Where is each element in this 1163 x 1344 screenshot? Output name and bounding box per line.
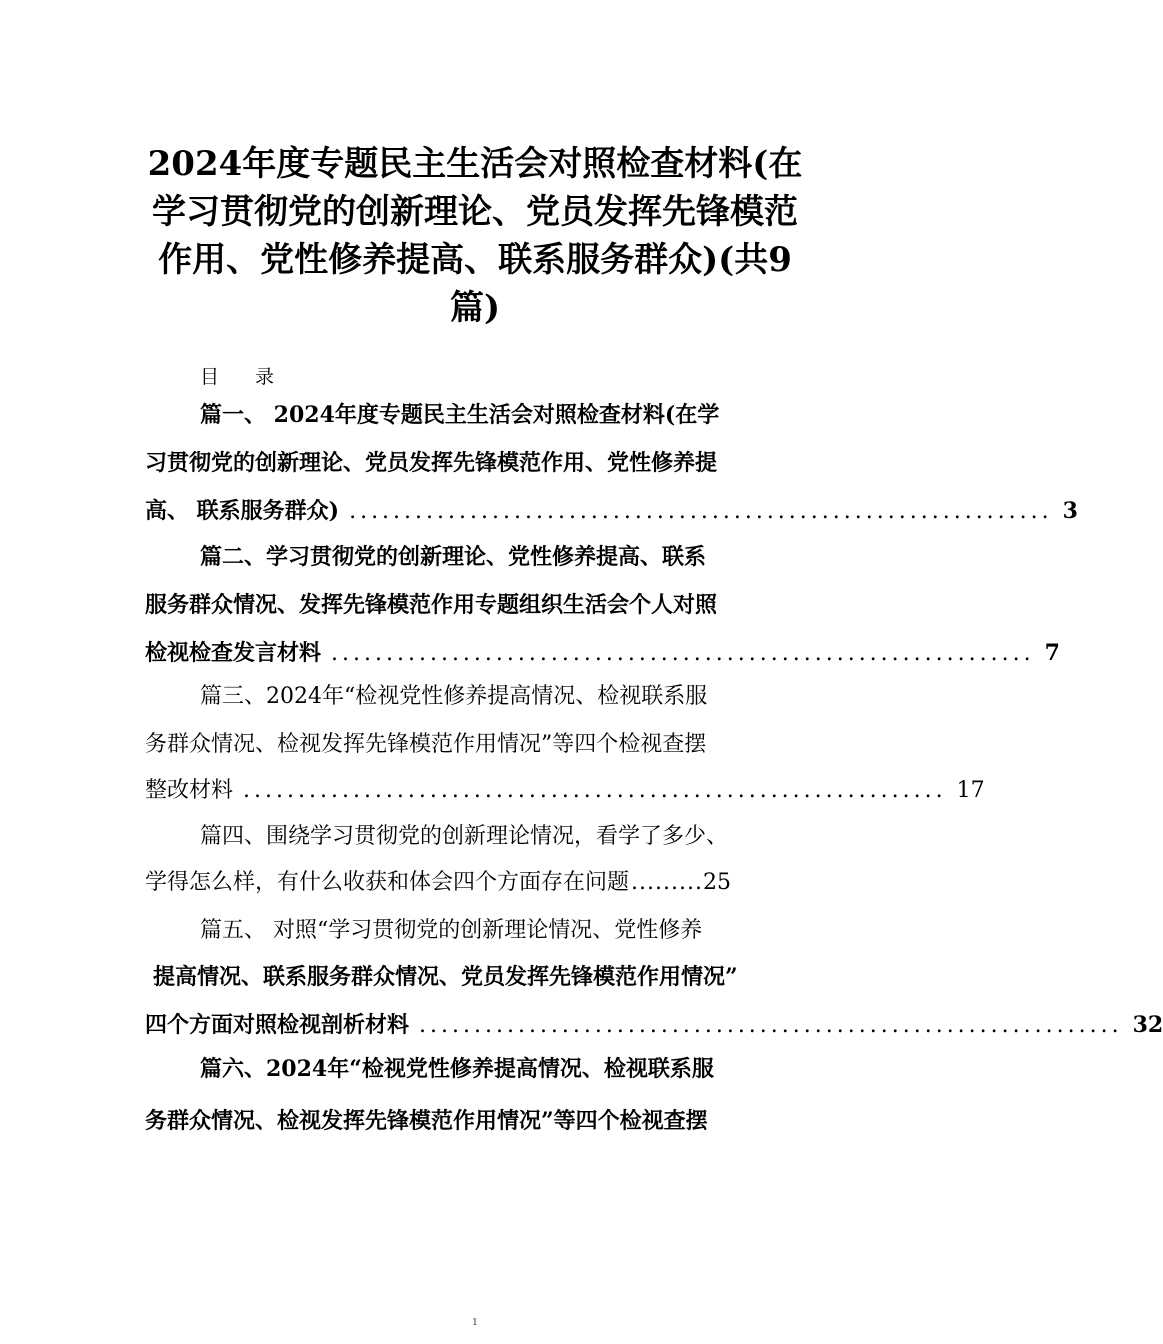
toc-entry-5-page: 32: [1132, 1012, 1163, 1038]
toc-entry-1-line-2: 习贯彻党的创新理论、党员发挥先锋模范作用、党性修养提: [145, 450, 718, 476]
toc-entry-1-line-1: 篇一、 2024年度专题民主生活会对照检查材料(在学: [200, 402, 720, 428]
toc-entry-4-page: 25: [702, 870, 731, 895]
toc-entry-4-text: 学得怎么样，有什么收获和体会四个方面存在问题: [145, 870, 630, 895]
toc-heading-char: 目: [200, 366, 220, 388]
toc-entry-1-page: 3: [1062, 498, 1078, 524]
toc-entry-5-line-2: 提高情况、联系服务群众情况、党员发挥先锋模范作用情况”: [153, 964, 738, 990]
title-line: 学习贯彻党的创新理论、党员发挥先锋模范: [152, 192, 798, 232]
title-line: 2024年度专题民主生活会对照检查材料(在: [147, 144, 803, 184]
toc-entry-2-line-1: 篇二、学习贯彻党的创新理论、党性修养提高、联系: [200, 544, 707, 570]
toc-entry-5-last-line[interactable]: [145, 1010, 1163, 1040]
toc-entry-4-last-line[interactable]: [145, 868, 805, 898]
toc-entry-5-line-1: 篇五、 对照“学习贯彻党的创新理论情况、党性修养: [200, 918, 703, 943]
toc-entry-2-last-line[interactable]: [145, 638, 1060, 668]
toc-heading-char: 录: [255, 366, 275, 388]
dot-leader: ................................................................: [331, 641, 1035, 666]
toc-entry-2-text: 检视检查发言材料: [145, 640, 322, 666]
dot-leader: .........: [631, 870, 703, 895]
toc-entry-2-page: 7: [1044, 640, 1060, 666]
page-number: 1: [472, 1318, 478, 1328]
document-title: [130, 140, 820, 332]
toc-entry-6-line-1: 篇六、2024年“检视党性修养提高情况、检视联系服: [200, 1056, 714, 1082]
toc-entry-3-page: 17: [956, 778, 985, 803]
toc-entry-1-text: 高、 联系服务群众): [145, 498, 340, 524]
dot-leader: ................................................................: [349, 499, 1053, 524]
title-line: 作用、党性修养提高、联系服务群众)(共9: [158, 240, 792, 280]
dot-leader: ................................................................: [243, 778, 947, 803]
toc-entry-4-line-1: 篇四、围绕学习贯彻党的创新理论情况，看学了多少、: [200, 824, 729, 849]
toc-entry-6-line-2: 务群众情况、检视发挥先锋模范作用情况”等四个检视查摆: [145, 1108, 708, 1134]
toc-entry-3-last-line[interactable]: [145, 776, 985, 806]
toc-entry-3-text: 整改材料: [145, 778, 234, 803]
toc-entry-5-text: 四个方面对照检视剖析材料: [145, 1012, 410, 1038]
title-line: 篇): [449, 288, 501, 328]
toc-heading: [200, 362, 274, 389]
toc-entry-1-last-line[interactable]: [145, 496, 1078, 526]
toc-entry-3-line-1: 篇三、2024年“检视党性修养提高情况、检视联系服: [200, 684, 708, 709]
toc-entry-3-line-2: 务群众情况、检视发挥先锋模范作用情况”等四个检视查摆: [145, 732, 707, 757]
dot-leader: ................................................................: [419, 1013, 1123, 1038]
toc-entry-2-line-2: 服务群众情况、发挥先锋模范作用专题组织生活会个人对照: [145, 592, 718, 618]
